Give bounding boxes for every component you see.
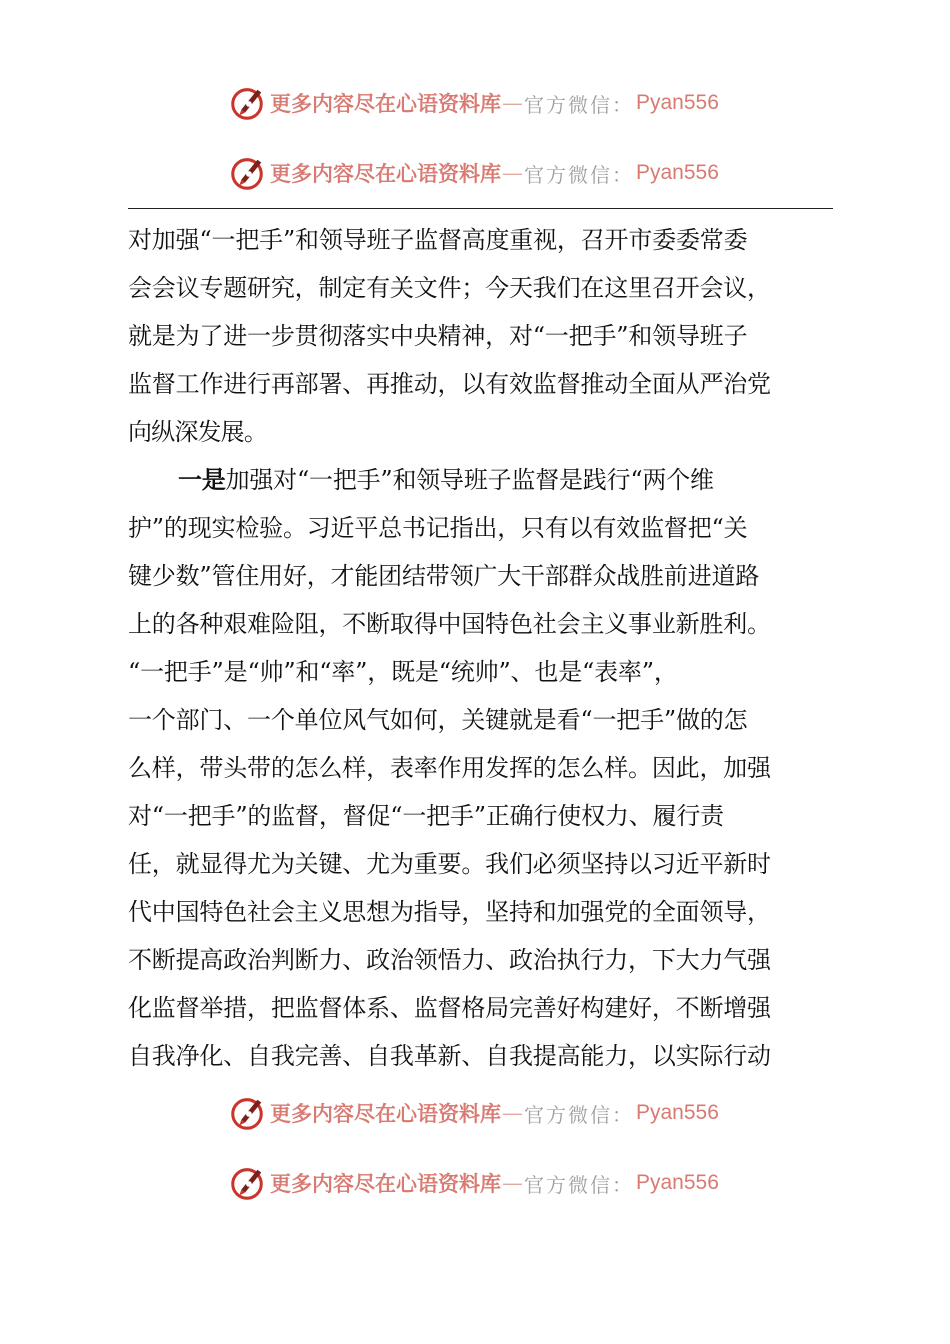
pen-logo-icon [228, 154, 266, 192]
document-body [128, 216, 838, 1080]
paragraph-lead: 一是 [178, 466, 226, 494]
body-line: 不断提高政治判断力、政治领悟力、政治执行力，下大力气强 [128, 946, 771, 974]
watermark-sub-text: 官方微信： [524, 162, 634, 187]
pen-logo-icon [228, 1094, 266, 1132]
body-line: 对“一把手”的监督，督促“一把手”正确行使权力、履行责 [128, 802, 724, 830]
body-line: 一个部门、一个单位风气如何，关键就是看“一把手”做的怎 [128, 706, 748, 734]
pen-logo-icon [228, 1164, 266, 1202]
watermark-main-text: 更多内容尽在心语资料库 [270, 1101, 501, 1126]
watermark-sub-text: 官方微信： [524, 1102, 634, 1127]
watermark-banner [228, 1163, 719, 1203]
body-line: 护”的现实检验。习近平总书记指出，只有以有效监督把“关 [128, 514, 748, 542]
body-line: 就是为了进一步贯彻落实中央精神，对“一把手”和领导班子 [128, 322, 748, 350]
body-line: “一把手”是“帅”和“率”，既是“统帅”、也是“表率”， [128, 658, 678, 686]
paragraph-first-text: 加强对“一把手”和领导班子监督是践行“两个维 [225, 466, 714, 494]
body-line: 会会议专题研究，制定有关文件；今天我们在这里召开会议， [128, 274, 771, 302]
watermark-sub-text: 官方微信： [524, 1172, 634, 1197]
watermark-wechat-id: Pyan556 [636, 1171, 719, 1194]
watermark-separator: — [502, 1101, 523, 1125]
body-line: 监督工作进行再部署、再推动，以有效监督推动全面从严治党 [128, 370, 771, 398]
watermark-separator: — [502, 161, 523, 185]
body-line: 化监督举措，把监督体系、监督格局完善好构建好，不断增强 [128, 994, 771, 1022]
watermark-wechat-id: Pyan556 [636, 161, 719, 184]
watermark-separator: — [502, 91, 523, 115]
watermark-sub-text: 官方微信： [524, 92, 634, 117]
body-line: 么样，带头带的怎么样，表率作用发挥的怎么样。因此，加强 [128, 754, 771, 782]
paragraph-first-line [128, 456, 838, 504]
header-divider [128, 208, 833, 209]
body-line: 键少数”管住用好，才能团结带领广大干部群众战胜前进道路 [128, 562, 760, 590]
body-line: 任，就显得尤为关键、尤为重要。我们必须坚持以习近平新时 [128, 850, 771, 878]
watermark-main-text: 更多内容尽在心语资料库 [270, 91, 501, 116]
body-line: 对加强“一把手”和领导班子监督高度重视，召开市委委常委 [128, 226, 748, 254]
watermark-wechat-id: Pyan556 [636, 91, 719, 114]
watermark-banner [228, 153, 719, 193]
watermark-main-text: 更多内容尽在心语资料库 [270, 1171, 501, 1196]
body-line: 上的各种艰难险阻，不断取得中国特色社会主义事业新胜利。 [128, 610, 771, 638]
body-line: 向纵深发展。 [128, 418, 268, 446]
watermark-banner [228, 83, 719, 123]
pen-logo-icon [228, 84, 266, 122]
watermark-main-text: 更多内容尽在心语资料库 [270, 161, 501, 186]
watermark-separator: — [502, 1171, 523, 1195]
watermark-banner [228, 1093, 719, 1133]
body-line: 代中国特色社会主义思想为指导，坚持和加强党的全面领导， [128, 898, 771, 926]
watermark-wechat-id: Pyan556 [636, 1101, 719, 1124]
body-line: 自我净化、自我完善、自我革新、自我提高能力，以实际行动 [128, 1042, 771, 1070]
